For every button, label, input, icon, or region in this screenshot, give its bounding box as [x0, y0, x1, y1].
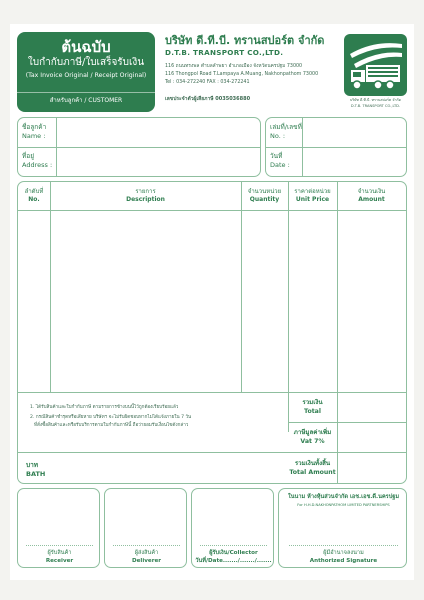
authorized-label-en: Anthorized Signature	[309, 558, 378, 564]
header-quantity-en: Quantity	[249, 196, 280, 203]
invoice-date-label-en: Date :	[270, 161, 290, 169]
logo-caption-th: บริษัท ดี.ที.บี. ทรานสปอร์ต จำกัด	[349, 98, 402, 102]
truck-logo-icon	[344, 34, 407, 96]
invoice-date-label-th: วันที่	[270, 152, 283, 160]
col-divider-2	[241, 182, 242, 392]
title-original-th: ต้นฉบับ	[61, 38, 111, 56]
collector-sig-line	[200, 545, 267, 546]
vat-label-en: Vat 7%	[300, 438, 325, 445]
company-phone: Tel : 034-272240 FAX : 034-272241	[165, 80, 250, 85]
customer-address-label-th: ที่อยู่	[22, 152, 34, 160]
col-divider-3	[288, 182, 289, 432]
company-name-th: บริษัท ดี.ที.บี. ทรานสปอร์ต จำกัด	[165, 34, 325, 47]
header-unit-price-en: Unit Price	[295, 196, 330, 203]
items-table	[17, 181, 407, 484]
company-address-en: 116 Thongpol Road T.Lampaya A.Muang, Nakhonpathom 73000	[165, 72, 319, 77]
invoice-meta-box	[265, 117, 407, 177]
title-invoice-th: ใบกำกับภาษี/ใบเสร็จรับเงิน	[27, 57, 145, 68]
logo-caption-en: D.T.B. TRANSPORT CO.,LTD.	[350, 104, 401, 108]
col-divider-4	[337, 182, 338, 483]
authorized-company-line-en: For H.H.D.NAKHONPATHOM LIMITED PARTNERSHIPS	[297, 503, 390, 507]
header-amount-th: จำนวนเงิน	[357, 188, 386, 195]
baht-label-en: BATH	[26, 470, 46, 478]
total-label	[288, 398, 337, 416]
receiver-signature-box	[17, 488, 100, 568]
header-quantity-th: จำนวนหน่วย	[247, 188, 282, 195]
total-line	[288, 422, 406, 423]
deliverer-label-th: ผู้ส่งสินค้า	[134, 550, 159, 556]
customer-address-label-en: Address :	[22, 161, 53, 169]
note-1: 1. ได้รับสินค้าและใบกำกับภาษี ตามรายการข้างบนนี้ไว้ถูกต้องเรียบร้อยแล้ว	[30, 405, 179, 410]
total-label-th: รวมเงิน	[302, 399, 323, 406]
receiver-label-en: Receiver	[45, 558, 74, 564]
deliverer-label-en: Deliverer	[131, 558, 162, 564]
grand-total-label-en: Total Amount	[289, 469, 336, 476]
receiver-label-th: ผู้รับสินค้า	[47, 550, 72, 556]
total-label-en: Total	[304, 408, 321, 415]
invoice-number-label-en: No. :	[270, 132, 286, 140]
title-copy-for: สำหรับลูกค้า / CUSTOMER	[49, 97, 123, 104]
items-bottom-line	[18, 392, 406, 393]
authorized-sig-line	[289, 545, 398, 546]
receiver-sig-line	[26, 545, 93, 546]
header-description	[50, 188, 241, 204]
collector-label-th: ผู้รับเงิน/Collector	[209, 550, 258, 556]
deliverer-sig-line	[113, 545, 180, 546]
baht-label-th: บาท	[26, 461, 39, 469]
deliverer-signature-box	[104, 488, 187, 568]
header-no	[18, 188, 50, 204]
title-divider	[17, 92, 155, 93]
company-name-en: D.T.B. TRANSPORT CO.,LTD.	[165, 48, 284, 57]
deliverer-label	[105, 549, 188, 565]
collector-label	[192, 549, 275, 565]
grand-total-label-th: รวมเงินทั้งสิ้น	[294, 460, 331, 467]
company-address-th: 116 ถนนทรงพล ตำบลลำพยา อำเภอเมือง จังหวัดนครปฐม 73000	[165, 64, 303, 69]
note-2: 2. กรณีสินค้าชำรุดหรือเสียหาย บริษัทฯ จะไม่รับผิดชอบหากไม่ได้แจ้งภายใน 7 วัน	[30, 415, 192, 420]
authorized-company-line	[279, 493, 408, 501]
authorized-company-line-th: ในนาม ห้างหุ้นส่วนจำกัด เอช.เอช.ดี.นครปฐม	[287, 494, 400, 500]
vat-label-th: ภาษีมูลค่าเพิ่ม	[293, 429, 332, 436]
vat-label	[288, 428, 337, 446]
company-info	[165, 34, 341, 103]
invoice-number-label-th: เล่มที่/เลขที่	[270, 123, 302, 131]
header-description-th: รายการ	[135, 188, 156, 195]
header-quantity	[241, 188, 288, 204]
note-3: ที่สั่งซื้อสินค้าและหรือรับบริการตามใบกำกับภาษีนี้ ถือว่ายอมรับเงื่อนไขดังกล่าว	[34, 423, 189, 428]
header-amount	[337, 188, 406, 204]
receiver-label	[18, 549, 101, 565]
header-unit-price	[288, 188, 337, 204]
authorized-signature-box	[278, 488, 407, 568]
customer-divider-h	[18, 147, 260, 148]
customer-box	[17, 117, 261, 177]
company-tax-id: เลขประจำตัวผู้เสียภาษี 0035036880	[165, 96, 251, 102]
authorized-label	[279, 549, 408, 565]
table-header-divider	[18, 210, 406, 211]
meta-divider-h	[266, 147, 406, 148]
header-unit-price-th: ราคาต่อหน่วย	[294, 188, 331, 195]
title-invoice-en: (Tax Invoice Original / Receipt Original)	[25, 72, 147, 79]
header-no-th: ลำดับที่	[24, 188, 44, 195]
col-divider-1	[50, 182, 51, 392]
header-no-en: No.	[28, 196, 40, 203]
document-title-box	[17, 32, 155, 112]
company-logo	[344, 34, 407, 112]
authorized-label-th: ผู้มีอำนาจลงนาม	[323, 550, 364, 556]
customer-name-label-th: ชื่อลูกค้า	[22, 123, 47, 131]
grand-total-label	[288, 459, 337, 477]
customer-name-label-en: Name :	[22, 132, 46, 140]
vat-line	[18, 452, 406, 453]
header-description-en: Description	[126, 196, 165, 203]
header-amount-en: Amount	[358, 196, 385, 203]
collector-date-label: วันที่/Date......./......./.......	[195, 558, 272, 564]
collector-signature-box	[191, 488, 274, 568]
